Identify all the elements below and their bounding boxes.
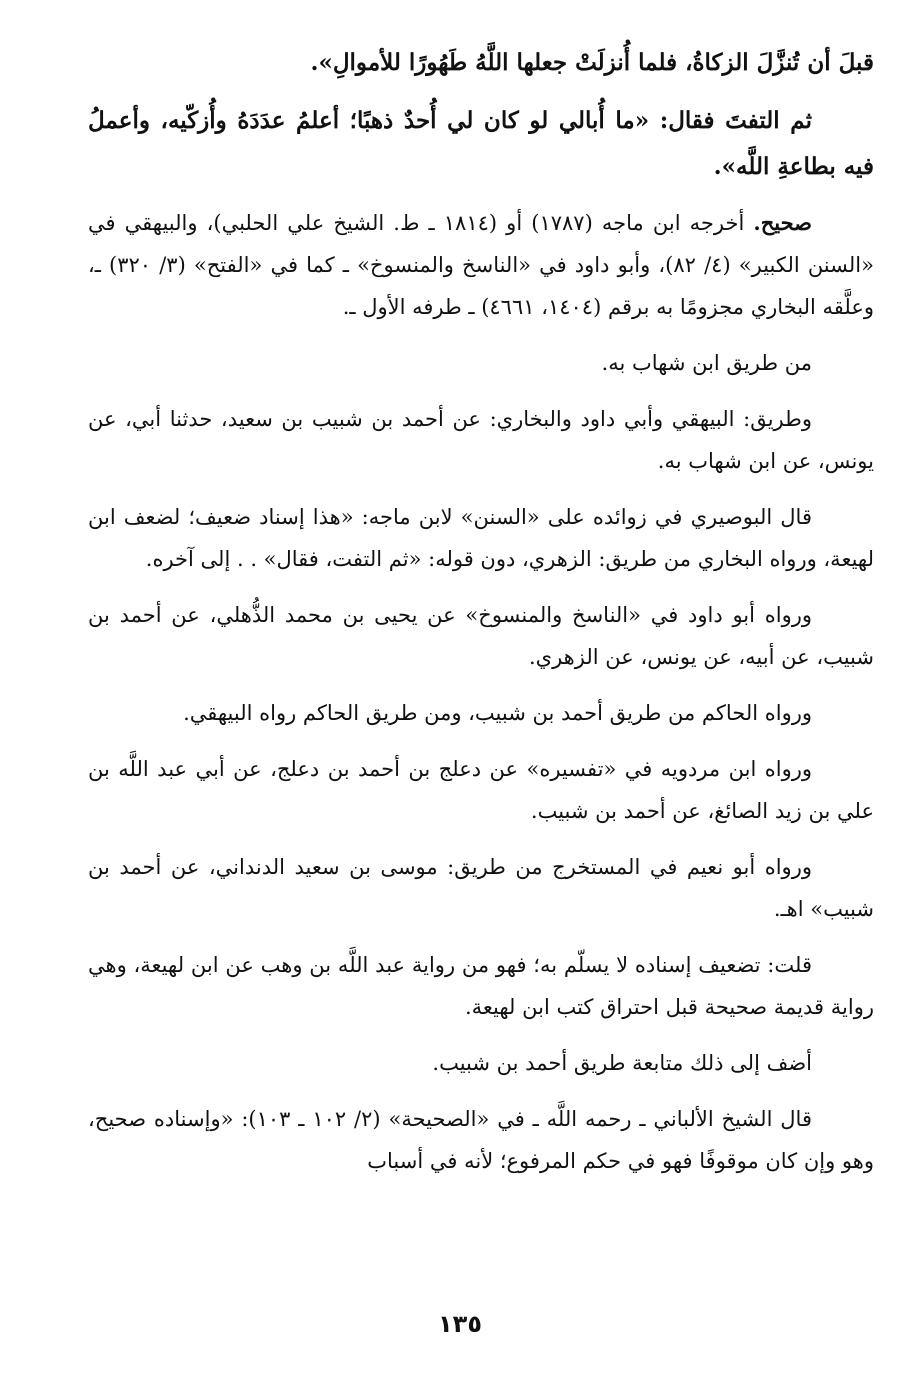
- paragraph-1: من طريق ابن شهاب به.: [601, 351, 812, 375]
- paragraph-10: قال الشيخ الألباني ـ رحمه اللَّه ـ في «الصحيحة» (٢/ ١٠٢ ـ ١٠٣): «وإسناده صحيح، وهو وإن كان موقوفًا فهو في حكم المرفوع؛ لأنه في أسباب: [88, 1107, 874, 1173]
- paragraph-5: ورواه الحاكم من طريق أحمد بن شبيب، ومن طريق الحاكم رواه البيهقي.: [183, 701, 812, 725]
- paragraph-7: ورواه أبو نعيم في المستخرج من طريق: موسى بن سعيد الدنداني، عن أحمد بن شبيب» اهـ.: [88, 855, 874, 921]
- paragraph-8: قلت: تضعيف إسناده لا يسلّم به؛ فهو من رواية عبد اللَّه بن وهب عن ابن لهيعة، وهي رواية قديمة صحيحة قبل احتراق كتب ابن لهيعة.: [88, 953, 874, 1019]
- paragraph-6: ورواه ابن مردويه في «تفسيره» عن دعلج بن أحمد بن دعلج، عن أبي عبد اللَّه بن علي بن زيد الصائغ، عن أحمد بن شبيب.: [88, 757, 874, 823]
- paragraph-9: أضف إلى ذلك متابعة طريق أحمد بن شبيب.: [432, 1051, 812, 1075]
- page-number: ١٣٥: [438, 1310, 482, 1338]
- paragraph-2: وطريق: البيهقي وأبي داود والبخاري: عن أحمد بن شبيب بن سعيد، حدثنا أبي، عن يونس، عن ابن شهاب به.: [88, 407, 874, 473]
- takhrij-paragraph: [88, 202, 874, 328]
- paragraph-3: قال البوصيري في زوائده على «السنن» لابن ماجه: «هذا إسناد ضعيف؛ لضعف ابن لهيعة، ورواه البخاري من طريق: الزهري، دون قوله: «ثم التفت، فقال» . . إلى آخره.: [88, 505, 874, 571]
- paragraph-4: ورواه أبو داود في «الناسخ والمنسوخ» عن يحيى بن محمد الذُّهلي، عن أحمد بن شبيب، عن أبيه، عن يونس، عن الزهري.: [88, 603, 874, 669]
- takhrij-text: أخرجه ابن ماجه (١٧٨٧) أو (١٨١٤ ـ ط. الشيخ علي الحلبي)، والبيهقي في «السنن الكبير» (٤/ ٨٢)، وأبو داود في «الناسخ والمنسوخ» ـ كما في «الفتح» (٣/ ٣٢٠) ـ، وعلَّقه البخاري مجزومًا به برقم (١٤٠٤، ٤٦٦١) ـ طرفه الأول ـ.: [88, 211, 874, 319]
- page-body: [88, 40, 874, 1196]
- hadith-text-line-1: قبلَ أن تُنزَّلَ الزكاةُ، فلما أُنزلَتْ جعلها اللَّهُ طَهُورًا للأموالِ».: [310, 49, 874, 76]
- hadith-text-line-2: ثم التفتَ فقال: «ما أُبالي لو كان لي أُحدٌ ذهبًا؛ أعلمُ عدَدَهُ وأُزكّيه، وأعملُ فيه بطاعةِ اللَّه».: [88, 107, 874, 180]
- grade-label: صحيح.: [753, 210, 812, 235]
